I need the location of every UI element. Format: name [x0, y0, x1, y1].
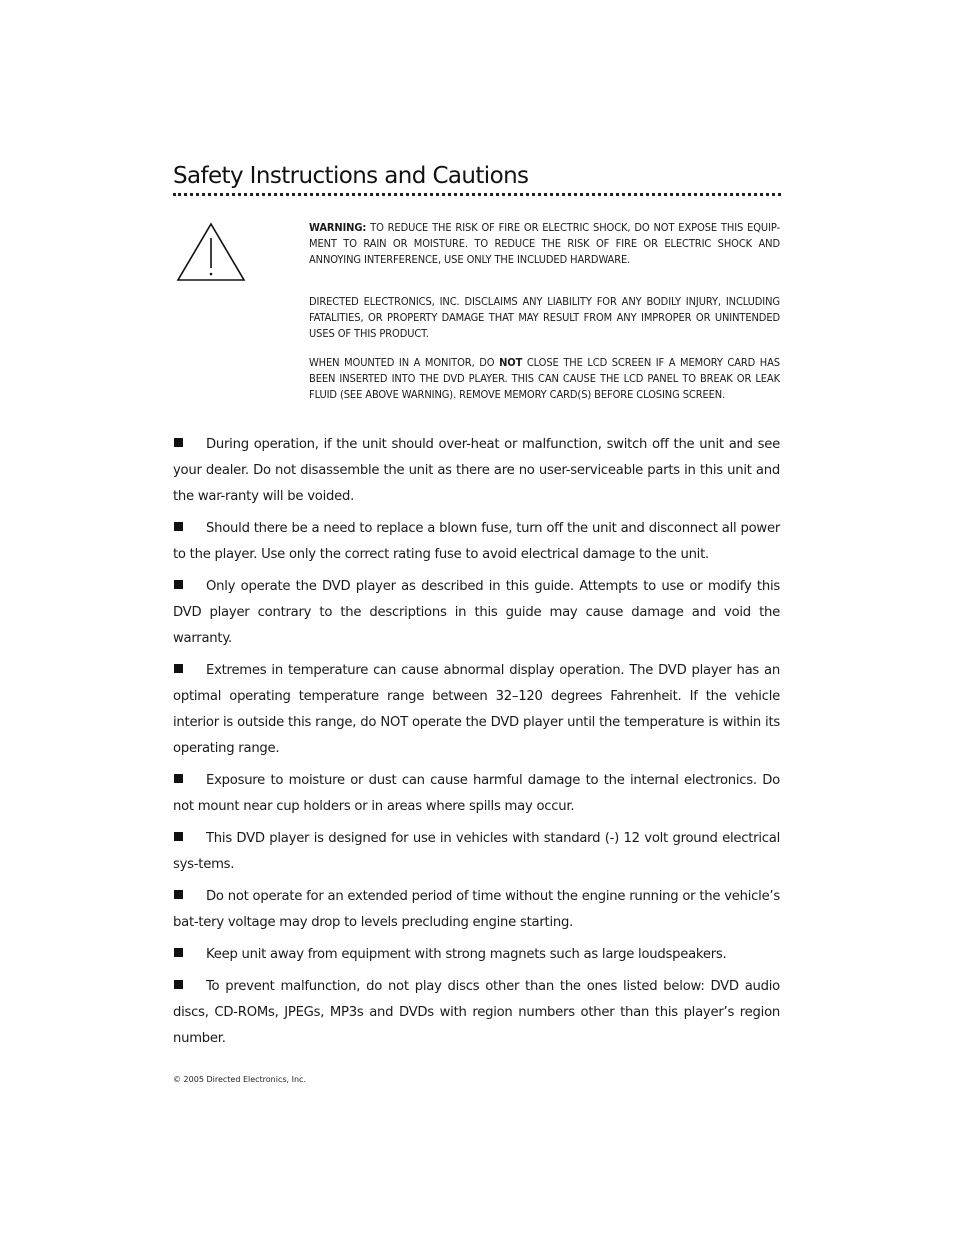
warning-text: TO REDUCE THE RISK OF FIRE OR ELECTRIC SHOCK, DO NOT EXPOSE THIS EQUIP-MENT TO RAIN OR MOISTURE. TO REDUCE THE RISK OF FIRE OR ELECTRIC SHOCK AND ANNOYING INTERFERENCE, USE ONLY THE INCLUDED HARDWARE. [309, 221, 780, 266]
title-dotted-rule [173, 193, 781, 196]
square-bullet-icon [174, 980, 183, 989]
square-bullet-icon [174, 774, 183, 783]
square-bullet-icon [174, 580, 183, 589]
square-bullet-icon [174, 522, 183, 531]
warning-paragraph [309, 220, 780, 268]
lcd-caution-emphasis: NOT [499, 356, 523, 369]
lcd-caution-paragraph [309, 355, 780, 403]
list-item [173, 826, 780, 878]
list-item-text: Keep unit away from equipment with strong magnets such as large loudspeakers. [206, 947, 727, 962]
warning-triangle-icon [176, 221, 246, 283]
list-item-text: Should there be a need to replace a blown fuse, turn off the unit and disconnect all power to the player. Use only the correct rating fuse to avoid electrical damage to the unit. [173, 521, 780, 562]
list-item [173, 942, 780, 968]
list-item [173, 574, 780, 652]
safety-bullet-list [173, 432, 780, 1058]
square-bullet-icon [174, 948, 183, 957]
list-item-text: To prevent malfunction, do not play discs other than the ones listed below: DVD audio discs, CD-ROMs, JPEGs, MP3s and DVDs with region numbers other than this player’s region number. [173, 979, 780, 1046]
square-bullet-icon [174, 664, 183, 673]
list-item-text: Extremes in temperature can cause abnormal display operation. The DVD player has an optimal operating temperature range between 32–120 degrees Fahrenheit. If the vehicle interior is outside this range, do NOT operate the DVD player until the temperature is within its operating range. [173, 663, 780, 756]
list-item-text: Exposure to moisture or dust can cause harmful damage to the internal electronics. Do not mount near cup holders or in areas where spills may occur. [173, 773, 780, 814]
page-title: Safety Instructions and Cautions [173, 163, 529, 189]
warning-label: WARNING: [309, 221, 367, 234]
list-item-text: During operation, if the unit should over-heat or malfunction, switch off the unit and see your dealer. Do not disassemble the unit as there are no user-serviceable parts in this unit and the war-ranty will be voided. [173, 437, 780, 504]
list-item [173, 658, 780, 762]
disclaimer-paragraph: DIRECTED ELECTRONICS, INC. DISCLAIMS ANY LIABILITY FOR ANY BODILY INJURY, INCLUDING FATALITIES, OR PROPERTY DAMAGE THAT MAY RESULT FROM ANY IMPROPER OR UNINTENDED USES OF THIS PRODUCT. [309, 295, 780, 340]
list-item-text: Do not operate for an extended period of time without the engine running or the vehicle’s bat-tery voltage may drop to levels precluding engine starting. [173, 889, 780, 930]
square-bullet-icon [174, 438, 183, 447]
list-item [173, 768, 780, 820]
list-item [173, 516, 780, 568]
list-item-text: This DVD player is designed for use in vehicles with standard (-) 12 volt ground electrical sys-tems. [173, 831, 780, 872]
list-item [173, 884, 780, 936]
square-bullet-icon [174, 890, 183, 899]
list-item [173, 974, 780, 1052]
copyright-footer: © 2005 Directed Electronics, Inc. [173, 1075, 306, 1084]
square-bullet-icon [174, 832, 183, 841]
list-item-text: Only operate the DVD player as described in this guide. Attempts to use or modify this DVD player contrary to the descriptions in this guide may cause damage and void the warranty. [173, 579, 780, 646]
lcd-caution-text-end: CLOSE THE LCD SCREEN IF A MEMORY CARD HAS BEEN INSERTED INTO THE DVD PLAYER. THIS CAN CAUSE THE LCD PANEL TO BREAK OR LEAK FLUID (SEE ABOVE WARNING). REMOVE MEMORY CARD(S) BEFORE CLOSING SCREEN. [309, 356, 780, 401]
lcd-caution-text-start: WHEN MOUNTED IN A MONITOR, DO [309, 356, 500, 369]
list-item [173, 432, 780, 510]
